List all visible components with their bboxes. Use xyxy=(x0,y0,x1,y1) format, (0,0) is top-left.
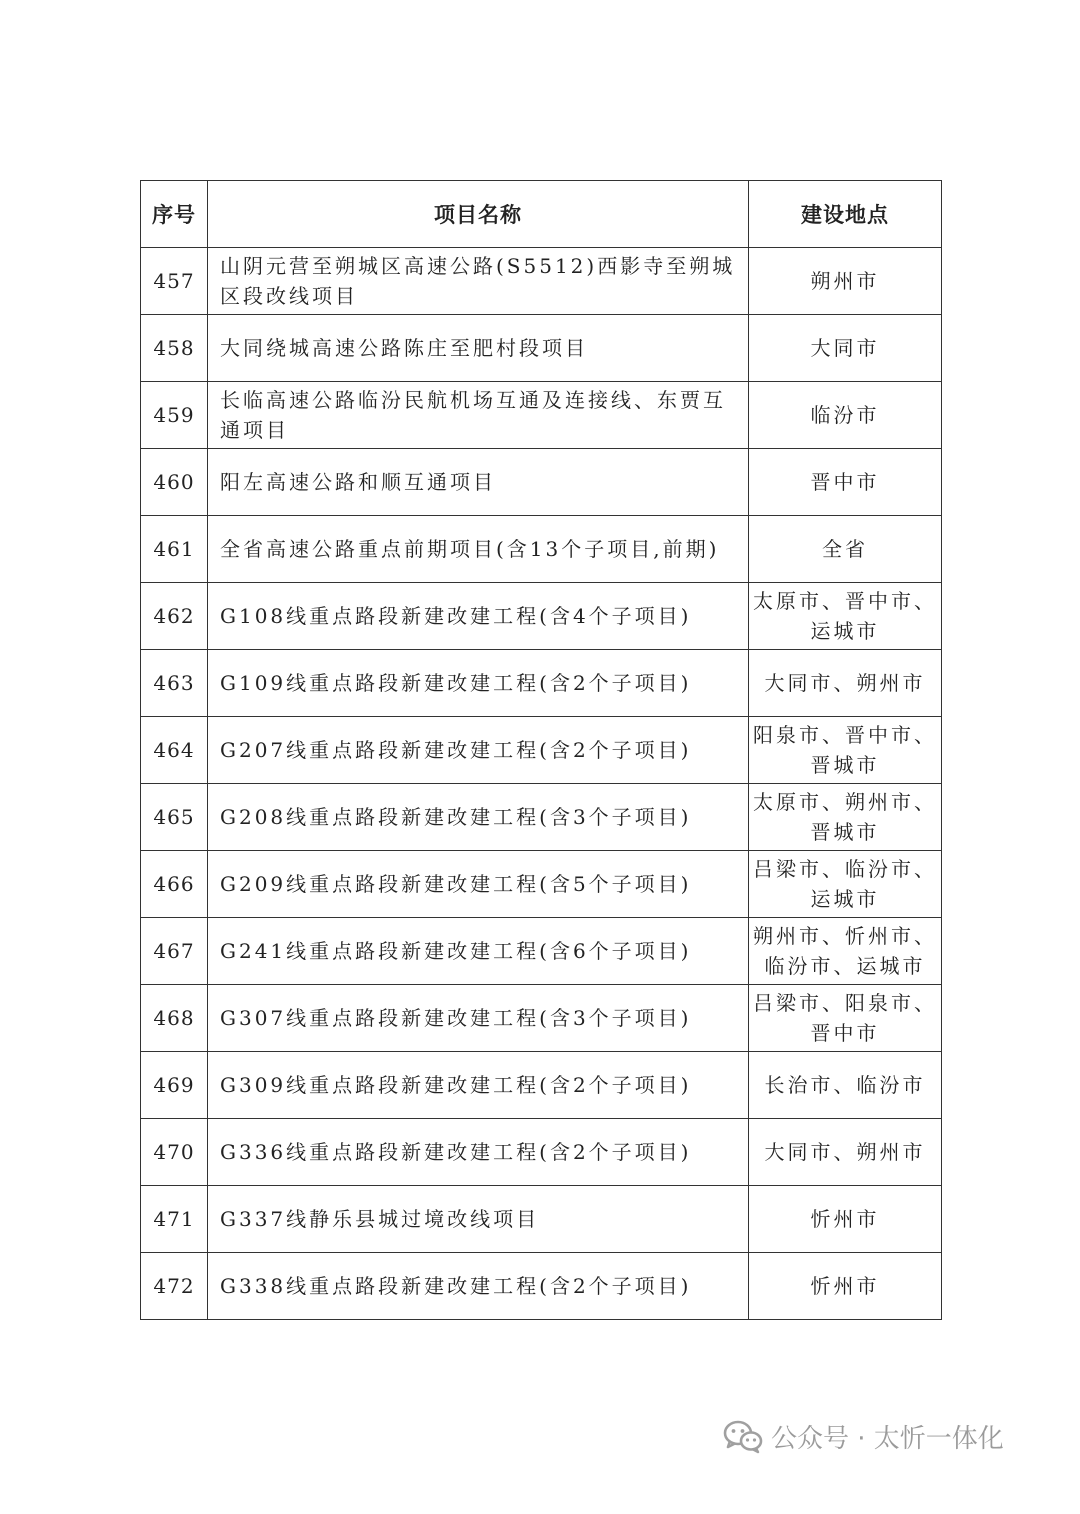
row-seq: 458 xyxy=(141,315,208,382)
table-row xyxy=(141,1052,942,1119)
row-location: 吕梁市、临汾市、运城市 xyxy=(749,851,942,918)
table-row xyxy=(141,918,942,985)
header-seq: 序号 xyxy=(141,181,208,248)
table-body xyxy=(141,248,942,1320)
watermark xyxy=(723,1418,1004,1455)
row-location: 太原市、晋中市、运城市 xyxy=(749,583,942,650)
row-seq: 471 xyxy=(141,1186,208,1253)
table-row xyxy=(141,248,942,315)
table-row xyxy=(141,650,942,717)
project-table xyxy=(140,180,942,1320)
row-name: 山阴元营至朔城区高速公路(S5512)西影寺至朔城区段改线项目 xyxy=(208,248,749,315)
row-seq: 463 xyxy=(141,650,208,717)
row-name: G109线重点路段新建改建工程(含2个子项目) xyxy=(208,650,749,717)
row-seq: 462 xyxy=(141,583,208,650)
table-row xyxy=(141,449,942,516)
row-name: G338线重点路段新建改建工程(含2个子项目) xyxy=(208,1253,749,1320)
table-row xyxy=(141,516,942,583)
row-seq: 461 xyxy=(141,516,208,583)
row-location: 大同市、朔州市 xyxy=(749,650,942,717)
table-row xyxy=(141,784,942,851)
row-name: 全省高速公路重点前期项目(含13个子项目,前期) xyxy=(208,516,749,583)
wechat-icon xyxy=(723,1420,763,1454)
table-row xyxy=(141,1186,942,1253)
row-name: 大同绕城高速公路陈庄至肥村段项目 xyxy=(208,315,749,382)
row-location: 全省 xyxy=(749,516,942,583)
row-seq: 457 xyxy=(141,248,208,315)
row-name: G307线重点路段新建改建工程(含3个子项目) xyxy=(208,985,749,1052)
watermark-text: 公众号 · 太忻一体化 xyxy=(771,1424,1004,1454)
table-row xyxy=(141,985,942,1052)
row-name: 长临高速公路临汾民航机场互通及连接线、东贾互通项目 xyxy=(208,382,749,449)
row-location: 临汾市 xyxy=(749,382,942,449)
header-name: 项目名称 xyxy=(208,181,749,248)
table-row xyxy=(141,583,942,650)
table-row xyxy=(141,717,942,784)
row-name: G309线重点路段新建改建工程(含2个子项目) xyxy=(208,1052,749,1119)
table-row xyxy=(141,851,942,918)
row-seq: 464 xyxy=(141,717,208,784)
row-seq: 472 xyxy=(141,1253,208,1320)
row-location: 朔州市、忻州市、临汾市、运城市 xyxy=(749,918,942,985)
row-location: 阳泉市、晋中市、晋城市 xyxy=(749,717,942,784)
row-seq: 469 xyxy=(141,1052,208,1119)
row-name: 阳左高速公路和顺互通项目 xyxy=(208,449,749,516)
row-location: 晋中市 xyxy=(749,449,942,516)
row-seq: 466 xyxy=(141,851,208,918)
table-row xyxy=(141,315,942,382)
row-name: G207线重点路段新建改建工程(含2个子项目) xyxy=(208,717,749,784)
row-name: G108线重点路段新建改建工程(含4个子项目) xyxy=(208,583,749,650)
row-name: G208线重点路段新建改建工程(含3个子项目) xyxy=(208,784,749,851)
header-row xyxy=(141,181,942,248)
row-seq: 459 xyxy=(141,382,208,449)
row-seq: 465 xyxy=(141,784,208,851)
row-seq: 470 xyxy=(141,1119,208,1186)
table-row xyxy=(141,1119,942,1186)
row-seq: 468 xyxy=(141,985,208,1052)
row-location: 长治市、临汾市 xyxy=(749,1052,942,1119)
row-location: 吕梁市、阳泉市、晋中市 xyxy=(749,985,942,1052)
row-seq: 467 xyxy=(141,918,208,985)
row-name: G337线静乐县城过境改线项目 xyxy=(208,1186,749,1253)
row-location: 太原市、朔州市、晋城市 xyxy=(749,784,942,851)
row-name: G241线重点路段新建改建工程(含6个子项目) xyxy=(208,918,749,985)
row-location: 忻州市 xyxy=(749,1253,942,1320)
header-location: 建设地点 xyxy=(749,181,942,248)
row-seq: 460 xyxy=(141,449,208,516)
row-location: 大同市、朔州市 xyxy=(749,1119,942,1186)
row-location: 大同市 xyxy=(749,315,942,382)
row-location: 朔州市 xyxy=(749,248,942,315)
row-name: G336线重点路段新建改建工程(含2个子项目) xyxy=(208,1119,749,1186)
table-row xyxy=(141,1253,942,1320)
table-row xyxy=(141,382,942,449)
row-location: 忻州市 xyxy=(749,1186,942,1253)
table-header xyxy=(141,181,942,248)
row-name: G209线重点路段新建改建工程(含5个子项目) xyxy=(208,851,749,918)
